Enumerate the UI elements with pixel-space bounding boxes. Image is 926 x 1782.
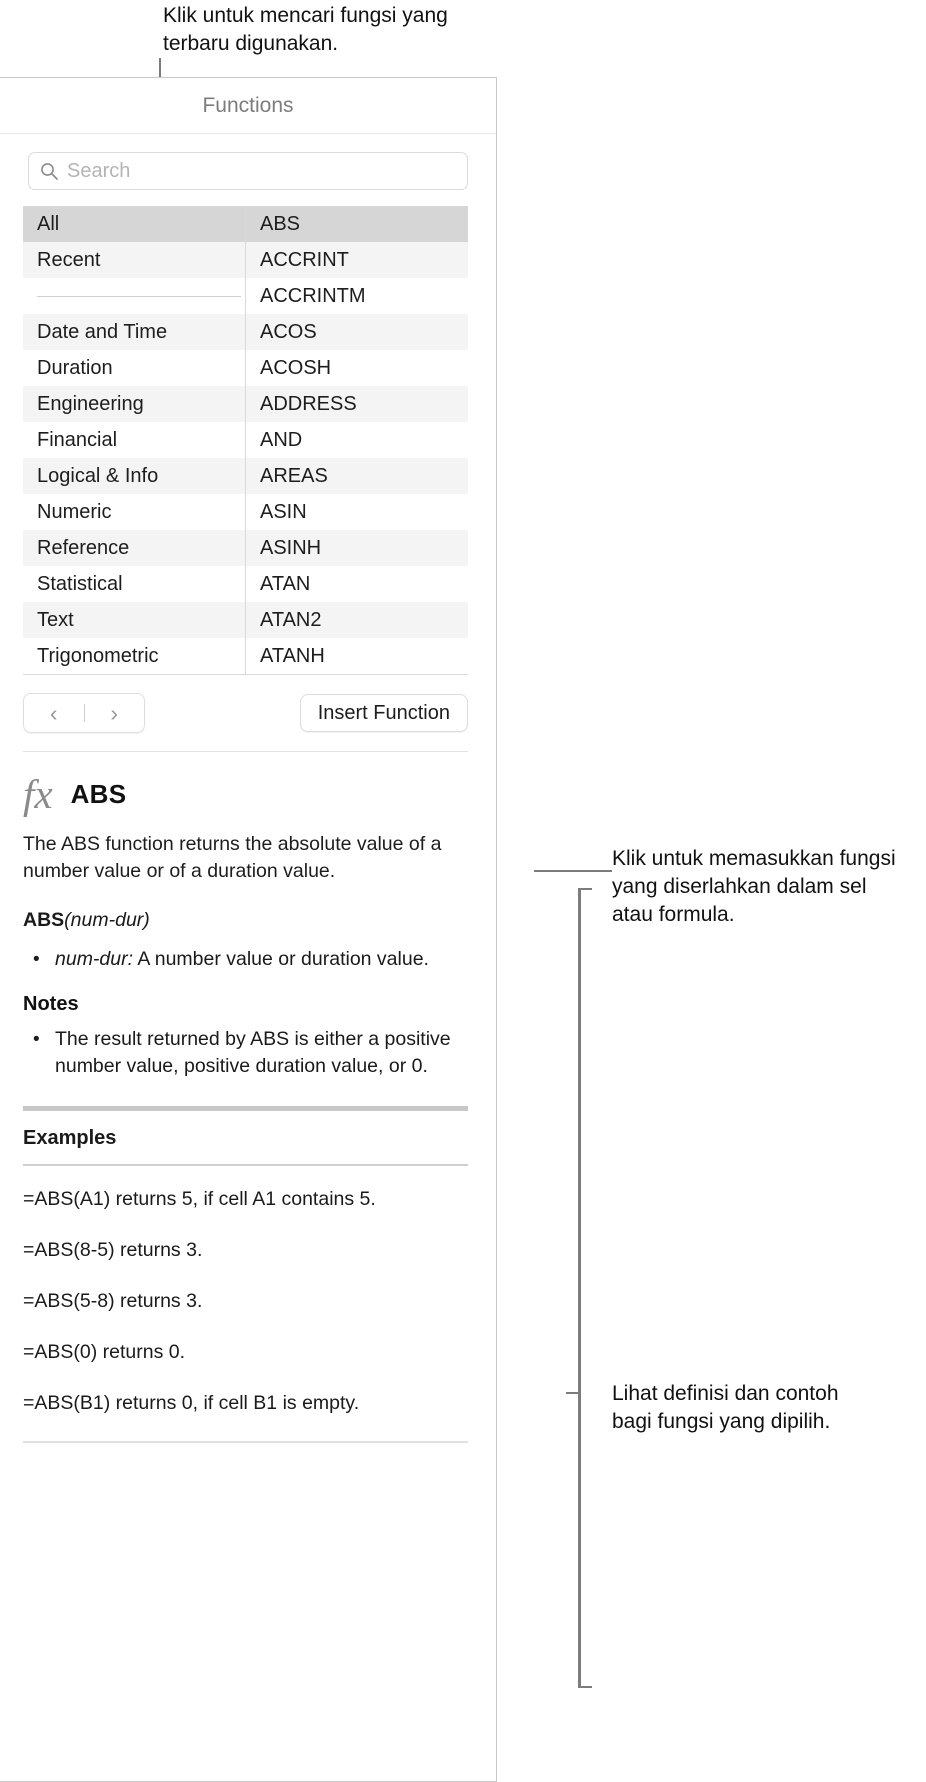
search-input[interactable]	[67, 160, 457, 183]
function-row[interactable]: ACOSH	[260, 357, 332, 379]
bracket-detail-pointer	[566, 1392, 580, 1394]
function-row[interactable]: ABS	[246, 206, 468, 242]
chevron-left-icon[interactable]: ‹	[49, 699, 58, 726]
leader-line-insert	[534, 870, 612, 872]
note-item: • The result returned by ABS is either a positive number value, positive duration value, or 0.	[23, 1026, 468, 1080]
parameter-term: num-dur:	[55, 948, 134, 970]
function-row[interactable]: ASINH	[246, 530, 468, 566]
functions-panel	[0, 77, 497, 1782]
example-item: =ABS(8-5) returns 3.	[23, 1239, 203, 1261]
function-browser	[23, 206, 468, 675]
examples-divider-top	[23, 1106, 468, 1111]
category-row[interactable]: All	[23, 206, 245, 242]
panel-action-row	[23, 693, 468, 752]
example-item: =ABS(0) returns 0.	[23, 1341, 186, 1363]
search-area	[0, 134, 496, 206]
bracket-detail-bottom-tick	[578, 1686, 592, 1688]
examples-divider-bottom	[23, 1441, 468, 1443]
examples-list	[23, 1186, 468, 1417]
category-row[interactable]: Financial	[37, 429, 118, 451]
example-item: =ABS(5-8) returns 3.	[23, 1290, 203, 1312]
callout-detail-pane: Lihat definisi dan contoh bagi fungsi yang dipilih.	[612, 1382, 839, 1433]
category-list	[23, 206, 246, 674]
examples-heading: Examples	[23, 1127, 117, 1149]
notes-heading: Notes	[23, 993, 79, 1015]
category-row[interactable]: Engineering	[23, 386, 245, 422]
function-row[interactable]: AREAS	[246, 458, 468, 494]
function-row[interactable]: ATANH	[260, 645, 325, 667]
category-row[interactable]: Text	[23, 602, 245, 638]
search-icon	[39, 161, 59, 181]
panel-title: Functions	[0, 78, 496, 134]
category-row[interactable]: Date and Time	[23, 314, 245, 350]
parameter-desc: A number value or duration value.	[133, 948, 429, 970]
function-row[interactable]: ATAN	[260, 573, 311, 595]
bracket-detail-top-tick	[578, 888, 592, 890]
function-title: ABS	[70, 779, 127, 809]
examples-divider-mid	[23, 1164, 468, 1166]
function-row[interactable]: ACOS	[246, 314, 468, 350]
function-row[interactable]: ASIN	[260, 501, 307, 523]
category-row[interactable]: Reference	[23, 530, 245, 566]
function-header	[23, 771, 468, 817]
function-row[interactable]: ADDRESS	[246, 386, 468, 422]
bracket-detail-spine	[578, 888, 581, 1688]
function-detail-pane	[0, 752, 496, 1443]
function-syntax	[23, 907, 468, 934]
category-row[interactable]: Trigonometric	[37, 645, 159, 667]
category-row[interactable]: Statistical	[37, 573, 123, 595]
notes-list	[23, 1026, 468, 1080]
function-list	[246, 206, 468, 674]
category-row[interactable]: Logical & Info	[23, 458, 245, 494]
function-row[interactable]: ACCRINT	[246, 242, 468, 278]
function-description: The ABS function returns the absolute value of a number value or of a duration value.	[23, 833, 442, 882]
parameter-list	[23, 946, 468, 973]
parameter-item	[23, 946, 468, 973]
fx-icon: fx	[23, 771, 53, 817]
example-item: =ABS(A1) returns 5, if cell A1 contains 5.	[23, 1188, 376, 1210]
callout-search-recent: Klik untuk mencari fungsi yang terbaru digunakan.	[163, 4, 448, 55]
category-row[interactable]: Numeric	[37, 501, 112, 523]
syntax-args: (num-dur)	[64, 909, 150, 931]
category-separator	[23, 278, 245, 314]
category-row[interactable]: Duration	[37, 357, 113, 379]
function-row[interactable]: ATAN2	[246, 602, 468, 638]
example-item: =ABS(B1) returns 0, if cell B1 is empty.	[23, 1392, 360, 1414]
function-row[interactable]: AND	[260, 429, 303, 451]
search-field[interactable]	[28, 152, 468, 190]
category-row[interactable]: Recent	[23, 242, 245, 278]
callout-insert-function: Klik untuk memasukkan fungsi yang diserlahkan dalam sel atau formula.	[612, 847, 896, 926]
navigation-segmented-control[interactable]	[23, 693, 145, 733]
function-row[interactable]: ACCRINTM	[260, 285, 366, 307]
syntax-name: ABS	[23, 909, 65, 931]
chevron-right-icon[interactable]: ›	[110, 699, 119, 726]
insert-function-button[interactable]: Insert Function	[300, 694, 468, 732]
